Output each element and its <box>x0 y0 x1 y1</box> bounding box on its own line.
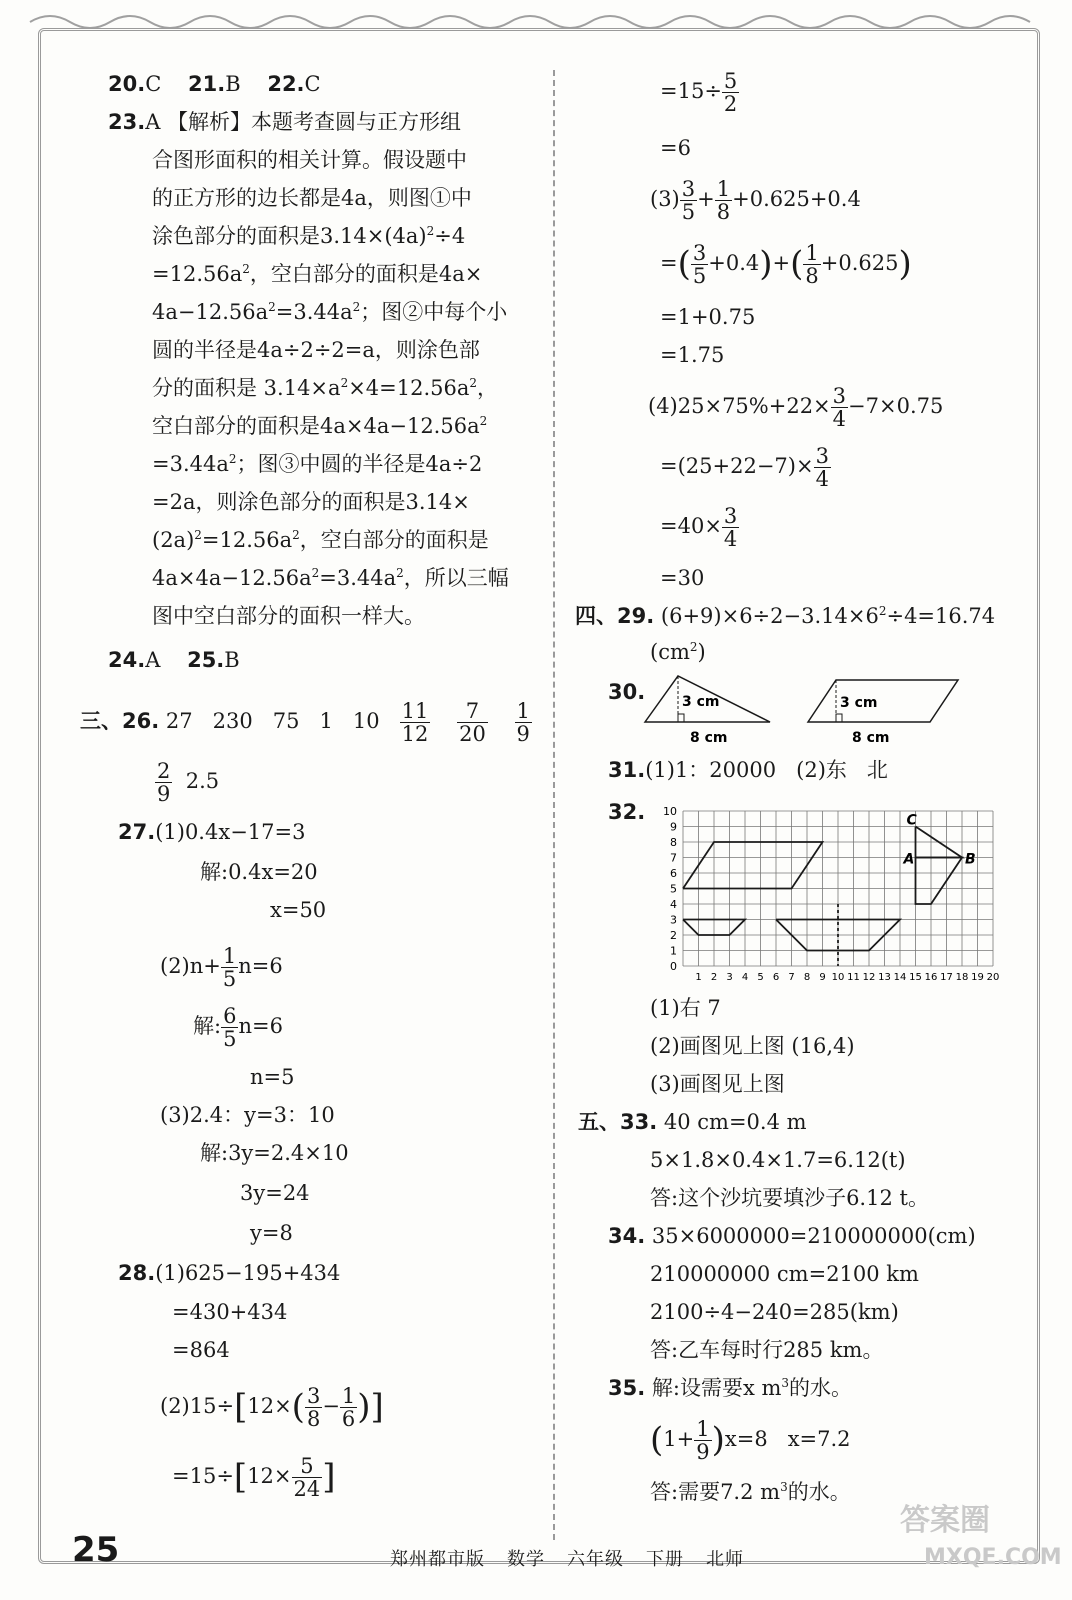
answer-line: (2)画图见上图 (16,4) <box>650 1034 855 1058</box>
equation-step: (2)15÷[12×( $\frac{3}{8}$ − $\frac{1}{6}$ )] <box>160 1384 384 1432</box>
equation-step: =430+434 <box>172 1300 288 1324</box>
equation-step: 解: $\frac{6}{5}$ n=6 <box>193 1004 283 1052</box>
x-tick-label: 17 <box>940 972 953 983</box>
equation-step: 解:3y=2.4×10 <box>200 1141 349 1165</box>
answer-23: 23.A 【解析】本题考查圆与正方形组 <box>108 110 462 134</box>
x-tick-label: 20 <box>986 972 1000 983</box>
watermark-logo: 答案圈 <box>900 1503 990 1538</box>
fraction: $\frac{2}{9}$ <box>157 759 171 807</box>
text-line: $=3.44a^2$；图③中圆的半径是4a÷2 <box>152 452 483 476</box>
y-tick-label: 3 <box>670 913 677 927</box>
equation-step: =( $\frac{3}{5}$ +0.4)+( $\frac{1}{8}$ +0.625) <box>660 241 912 289</box>
answer-line: 答:需要7.2 $m^3$的水。 <box>650 1480 851 1504</box>
text-line: 合图形面积的相关计算。假设题中 <box>152 148 467 172</box>
answer-29: 四、29. $(6+9)\times 6\div 2-3.14\times 6^2\div 4=16.74$ <box>575 604 996 628</box>
fraction: $\frac{7}{20}$ <box>459 699 486 747</box>
answer-line: 5×1.8×0.4×1.7=6.12(t) <box>650 1148 906 1172</box>
point-label-a: A <box>903 851 915 868</box>
answer-31: 31.(1)1：20000 (2)东 北 <box>608 758 888 782</box>
rotated-shape <box>916 858 963 905</box>
x-tick-label: 12 <box>862 972 876 983</box>
unit-line: $(cm^2)$ <box>650 640 706 664</box>
equation-step: n=5 <box>250 1065 295 1089</box>
base-label: 8 cm <box>690 730 728 746</box>
x-tick-label: 2 <box>710 972 718 983</box>
x-tick-label: 13 <box>878 972 891 983</box>
watermark-url: MXQE.COM <box>924 1545 1062 1570</box>
equation-step: 3y=24 <box>240 1181 310 1205</box>
y-tick-label: 8 <box>670 836 677 849</box>
text-line: $(2a)^2=12.56a^2$，空白部分的面积是 <box>152 528 489 552</box>
answer-34: 34. 35×6000000=210000000(cm) <box>608 1224 976 1248</box>
fraction: $\frac{11}{12}$ <box>401 699 429 747</box>
equation-step: =(25+22−7)× $\frac{3}{4}$ <box>660 444 829 492</box>
y-tick-label: 10 <box>663 806 677 818</box>
equation-step: (3) $\frac{3}{5}$ + $\frac{1}{8}$ +0.625+0.4 <box>650 177 861 225</box>
x-tick-label: 15 <box>909 972 922 983</box>
text-line: 的正方形的边长都是4a，则图①中 <box>152 186 472 210</box>
answer-32: 32. <box>608 800 646 824</box>
coordinate-grid <box>645 806 1025 1006</box>
answer-28: 28.(1)625−195+434 <box>118 1261 341 1285</box>
equation-step: =40× $\frac{3}{4}$ <box>660 504 738 552</box>
text-line: 空白部分的面积是$4a\times 4a-12.56a^2$ <box>152 414 488 438</box>
equation-step: =1+0.75 <box>660 305 756 329</box>
page-number: 25 <box>72 1530 120 1570</box>
equation-step: x=50 <box>270 898 327 922</box>
equation-step: =30 <box>660 566 705 590</box>
x-tick-label: 8 <box>803 972 811 983</box>
equation-step: y=8 <box>250 1221 293 1245</box>
x-tick-label: 6 <box>772 972 780 983</box>
equation-step: =6 <box>660 136 691 160</box>
triangle-figure <box>645 676 770 746</box>
answer-33: 五、33. 40 cm=0.4 m <box>578 1110 807 1134</box>
answer-line: 2100÷4−240=285(km) <box>650 1300 899 1324</box>
answer-line: 210000000 cm=2100 km <box>650 1262 919 1286</box>
text-line: $4a-12.56a^2=3.44a^2$；图②中每个小 <box>152 300 508 324</box>
x-tick-label: 1 <box>695 972 702 983</box>
x-tick-label: 16 <box>924 972 938 983</box>
answer-24-25: 24.A 25.B <box>108 648 240 672</box>
y-tick-label: 4 <box>670 898 677 911</box>
equation-step: =864 <box>172 1338 230 1362</box>
x-tick-label: 11 <box>847 972 860 983</box>
footer-info: 郑州都市版 数学 六年级 下册 北师 <box>390 1549 744 1570</box>
text-line: 图中空白部分的面积一样大。 <box>152 604 425 628</box>
figure-30-shapes <box>640 672 980 752</box>
parallelogram-figure <box>808 680 958 746</box>
equation-step: (4)25×75%+22× $\frac{3}{4}$ −7×0.75 <box>648 384 944 432</box>
text-line: 涂色部分的面积是$3.14\times(4a)^2\div 4$ <box>152 224 466 248</box>
equation-step: =15÷ $\frac{5}{2}$ <box>660 69 738 117</box>
text-line: 圆的半径是4a÷2÷2=a，则涂色部 <box>152 338 480 362</box>
answer-line: 答:这个沙坑要填沙子6.12 t。 <box>650 1186 929 1210</box>
x-tick-label: 9 <box>819 972 826 983</box>
answer-line: (3)画图见上图 <box>650 1072 785 1096</box>
column-divider <box>553 70 555 1540</box>
y-tick-label: 7 <box>670 851 677 865</box>
equation-step: =15÷[12× $\frac{5}{24}$ ] <box>172 1454 336 1502</box>
equation-step: 解:0.4x=20 <box>200 860 318 884</box>
equation-step: (2)n+ $\frac{1}{5}$ n=6 <box>160 944 283 992</box>
text-line: =2a，则涂色部分的面积是3.14× <box>152 490 470 514</box>
x-tick-label: 18 <box>955 972 969 983</box>
x-tick-label: 4 <box>741 972 749 983</box>
parallelogram-shape <box>683 842 823 889</box>
y-tick-label: 0 <box>670 960 677 973</box>
answer-27: 27.(1)0.4x−17=3 <box>118 820 306 844</box>
y-tick-label: 6 <box>670 867 677 880</box>
y-tick-label: 2 <box>670 929 677 942</box>
answer-line: (1)右 7 <box>650 996 721 1020</box>
fraction: $\frac{1}{9}$ <box>516 699 530 747</box>
answer-line: 答:乙车每时行285 km。 <box>650 1338 884 1362</box>
equation-step: =1.75 <box>660 343 725 367</box>
answer-26: 三、26. 27 230 75 1 10 $\frac{11}{12}$ $\frac{7}{20}$ $\frac{1}{9}$ <box>80 699 530 747</box>
x-tick-label: 5 <box>757 972 764 983</box>
x-tick-label: 19 <box>971 972 984 983</box>
equation-step: (3)2.4：y=3：10 <box>160 1103 335 1127</box>
x-tick-label: 7 <box>788 972 795 983</box>
y-tick-label: 9 <box>670 820 677 834</box>
point-label-c: C <box>906 812 917 829</box>
base-label: 8 cm <box>852 730 890 746</box>
x-tick-label: 3 <box>726 972 733 983</box>
text-line: $=12.56a^2$，空白部分的面积是4a× <box>152 262 483 286</box>
y-tick-label: 1 <box>670 944 677 958</box>
text-line: 分的面积是 $3.14\times a^2\times 4=12.56a^2$， <box>152 376 499 400</box>
answer-35: 35. 解:设需要x $m^3$的水。 <box>608 1376 853 1400</box>
answer-26-cont: $\frac{2}{9}$ 2.5 <box>157 759 220 807</box>
y-tick-label: 5 <box>670 882 677 896</box>
answer-20-22: 20.C 21.B 22.C <box>108 72 321 96</box>
x-tick-label: 14 <box>893 972 907 983</box>
answer-line: (1+ $\frac{1}{9}$ )x=8 x=7.2 <box>650 1417 851 1465</box>
text-line: $4a\times 4a-12.56a^2=3.44a^2$，所以三幅 <box>152 566 509 590</box>
x-tick-label: 10 <box>831 972 845 983</box>
height-label: 3 cm <box>682 694 720 710</box>
height-label: 3 cm <box>840 695 878 711</box>
answer-30: 30. <box>608 680 646 704</box>
point-label-b: B <box>965 851 976 868</box>
